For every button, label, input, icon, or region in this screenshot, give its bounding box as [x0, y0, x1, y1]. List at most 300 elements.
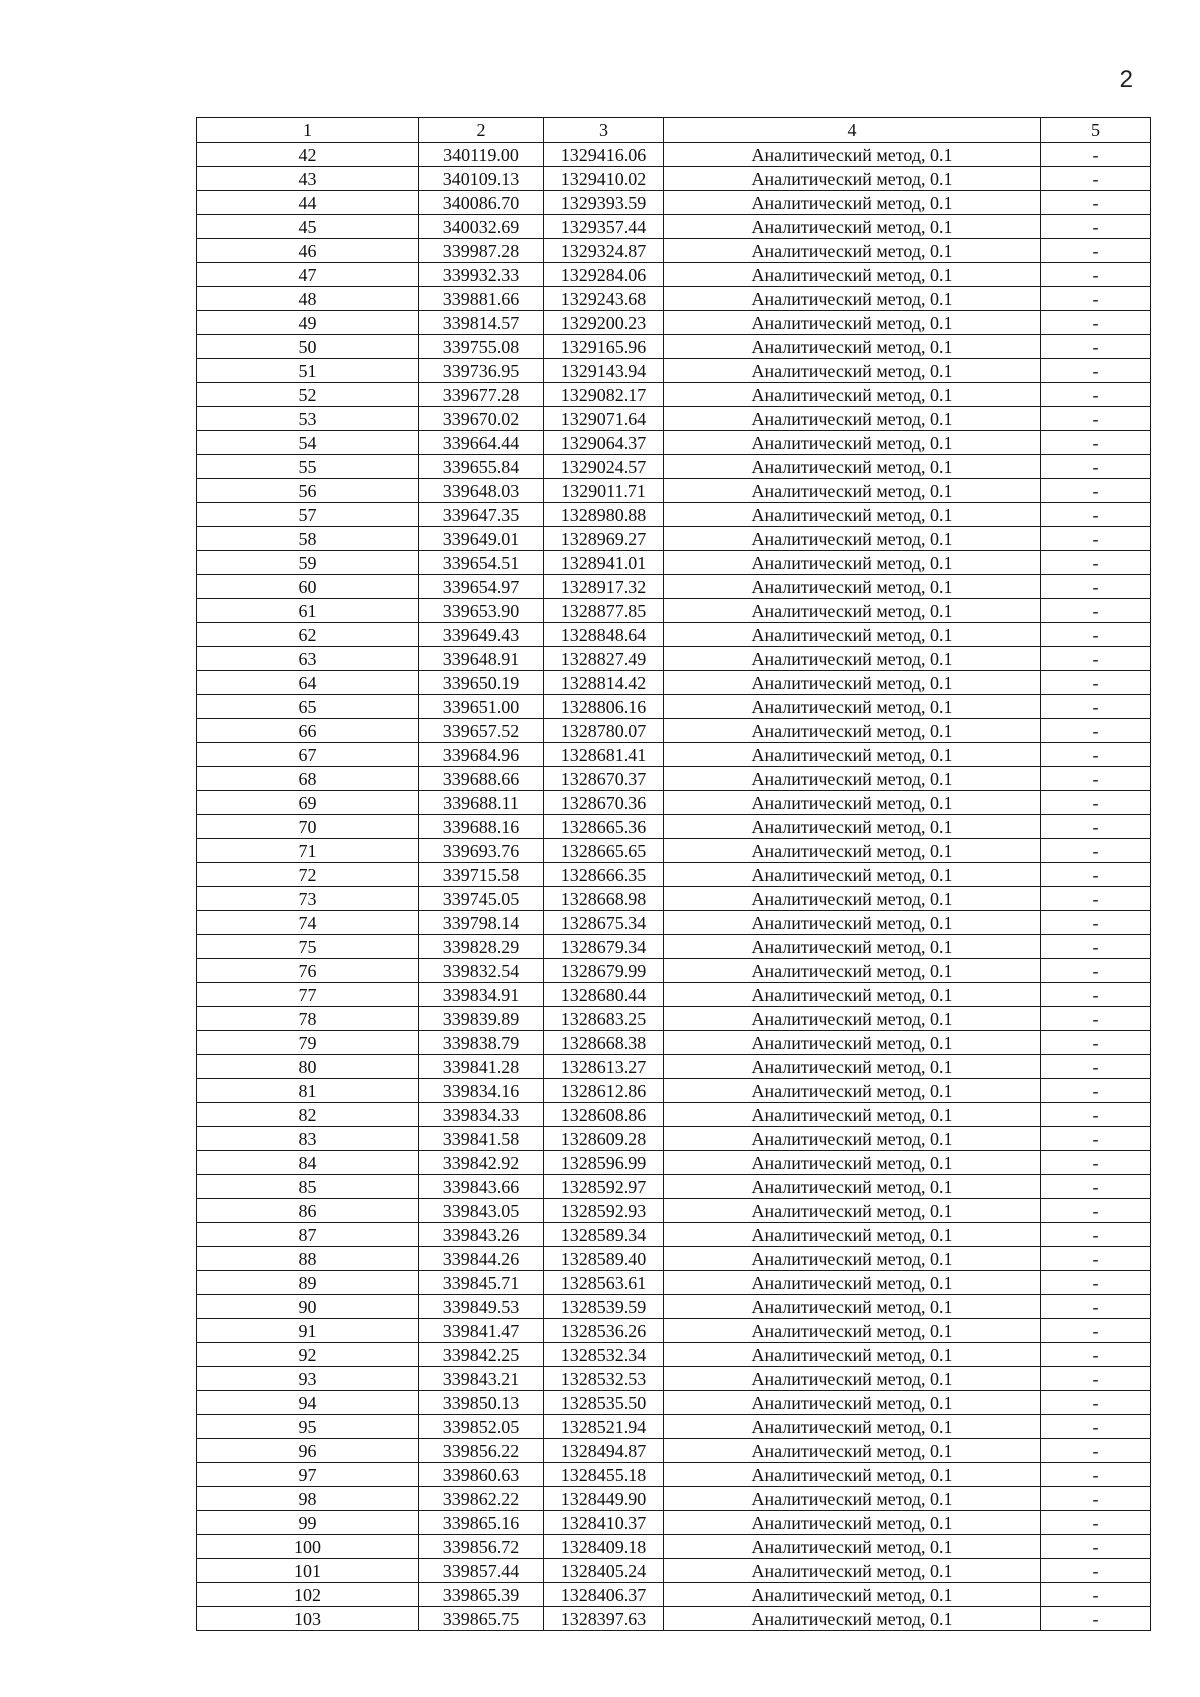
- method-cell: Аналитический метод, 0.1: [664, 1007, 1041, 1031]
- y-coordinate-cell: 1328670.37: [544, 767, 664, 791]
- table-row: [197, 911, 1151, 935]
- x-coordinate-cell: 339844.26: [419, 1247, 544, 1271]
- y-coordinate-cell: 1328877.85: [544, 599, 664, 623]
- note-cell: -: [1041, 815, 1151, 839]
- x-coordinate-cell: 340032.69: [419, 215, 544, 239]
- x-coordinate-cell: 339932.33: [419, 263, 544, 287]
- table-row: [197, 1247, 1151, 1271]
- x-coordinate-cell: 339834.91: [419, 983, 544, 1007]
- note-cell: -: [1041, 1103, 1151, 1127]
- note-cell: -: [1041, 551, 1151, 575]
- point-number-cell: 103: [197, 1607, 419, 1631]
- table-row: [197, 191, 1151, 215]
- point-number-cell: 70: [197, 815, 419, 839]
- x-coordinate-cell: 339664.44: [419, 431, 544, 455]
- point-number-cell: 89: [197, 1271, 419, 1295]
- y-coordinate-cell: 1329011.71: [544, 479, 664, 503]
- point-number-cell: 54: [197, 431, 419, 455]
- point-number-cell: 92: [197, 1343, 419, 1367]
- method-cell: Аналитический метод, 0.1: [664, 815, 1041, 839]
- table-row: [197, 1031, 1151, 1055]
- x-coordinate-cell: 339843.66: [419, 1175, 544, 1199]
- note-cell: -: [1041, 671, 1151, 695]
- x-coordinate-cell: 339843.05: [419, 1199, 544, 1223]
- point-number-cell: 79: [197, 1031, 419, 1055]
- x-coordinate-cell: 339650.19: [419, 671, 544, 695]
- point-number-cell: 75: [197, 935, 419, 959]
- method-cell: Аналитический метод, 0.1: [664, 455, 1041, 479]
- table-row: [197, 599, 1151, 623]
- note-cell: -: [1041, 935, 1151, 959]
- y-coordinate-cell: 1328665.36: [544, 815, 664, 839]
- point-number-cell: 66: [197, 719, 419, 743]
- table-row: [197, 1055, 1151, 1079]
- note-cell: -: [1041, 1415, 1151, 1439]
- x-coordinate-cell: 339843.26: [419, 1223, 544, 1247]
- x-coordinate-cell: 339865.75: [419, 1607, 544, 1631]
- y-coordinate-cell: 1328532.34: [544, 1343, 664, 1367]
- point-number-cell: 78: [197, 1007, 419, 1031]
- point-number-cell: 86: [197, 1199, 419, 1223]
- method-cell: Аналитический метод, 0.1: [664, 1559, 1041, 1583]
- y-coordinate-cell: 1328410.37: [544, 1511, 664, 1535]
- y-coordinate-cell: 1328665.65: [544, 839, 664, 863]
- table-row: [197, 863, 1151, 887]
- table-row: [197, 455, 1151, 479]
- point-number-cell: 77: [197, 983, 419, 1007]
- point-number-cell: 85: [197, 1175, 419, 1199]
- method-cell: Аналитический метод, 0.1: [664, 983, 1041, 1007]
- method-cell: Аналитический метод, 0.1: [664, 1175, 1041, 1199]
- method-cell: Аналитический метод, 0.1: [664, 239, 1041, 263]
- header-row: [197, 118, 1151, 143]
- method-cell: Аналитический метод, 0.1: [664, 1127, 1041, 1151]
- table-row: [197, 263, 1151, 287]
- method-cell: Аналитический метод, 0.1: [664, 935, 1041, 959]
- table-row: [197, 815, 1151, 839]
- note-cell: -: [1041, 239, 1151, 263]
- x-coordinate-cell: 339834.33: [419, 1103, 544, 1127]
- column-header-5: 5: [1041, 118, 1151, 143]
- note-cell: -: [1041, 1391, 1151, 1415]
- note-cell: -: [1041, 1055, 1151, 1079]
- point-number-cell: 80: [197, 1055, 419, 1079]
- point-number-cell: 51: [197, 359, 419, 383]
- note-cell: -: [1041, 1463, 1151, 1487]
- y-coordinate-cell: 1328683.25: [544, 1007, 664, 1031]
- x-coordinate-cell: 339862.22: [419, 1487, 544, 1511]
- method-cell: Аналитический метод, 0.1: [664, 335, 1041, 359]
- x-coordinate-cell: 339648.03: [419, 479, 544, 503]
- point-number-cell: 76: [197, 959, 419, 983]
- note-cell: -: [1041, 863, 1151, 887]
- x-coordinate-cell: 339693.76: [419, 839, 544, 863]
- method-cell: Аналитический метод, 0.1: [664, 263, 1041, 287]
- table-row: [197, 1487, 1151, 1511]
- y-coordinate-cell: 1328917.32: [544, 575, 664, 599]
- table-row: [197, 1535, 1151, 1559]
- x-coordinate-cell: 340109.13: [419, 167, 544, 191]
- note-cell: -: [1041, 143, 1151, 167]
- method-cell: Аналитический метод, 0.1: [664, 767, 1041, 791]
- table-row: [197, 1175, 1151, 1199]
- method-cell: Аналитический метод, 0.1: [664, 311, 1041, 335]
- table-row: [197, 671, 1151, 695]
- point-number-cell: 47: [197, 263, 419, 287]
- y-coordinate-cell: 1328780.07: [544, 719, 664, 743]
- table-row: [197, 1199, 1151, 1223]
- x-coordinate-cell: 339860.63: [419, 1463, 544, 1487]
- note-cell: -: [1041, 647, 1151, 671]
- point-number-cell: 72: [197, 863, 419, 887]
- note-cell: -: [1041, 1535, 1151, 1559]
- x-coordinate-cell: 339841.47: [419, 1319, 544, 1343]
- column-header-3: 3: [544, 118, 664, 143]
- method-cell: Аналитический метод, 0.1: [664, 1223, 1041, 1247]
- point-number-cell: 97: [197, 1463, 419, 1487]
- method-cell: Аналитический метод, 0.1: [664, 719, 1041, 743]
- table-row: [197, 1391, 1151, 1415]
- x-coordinate-cell: 339647.35: [419, 503, 544, 527]
- table-row: [197, 479, 1151, 503]
- x-coordinate-cell: 339649.01: [419, 527, 544, 551]
- x-coordinate-cell: 339688.16: [419, 815, 544, 839]
- method-cell: Аналитический метод, 0.1: [664, 527, 1041, 551]
- method-cell: Аналитический метод, 0.1: [664, 1271, 1041, 1295]
- note-cell: -: [1041, 1271, 1151, 1295]
- y-coordinate-cell: 1328536.26: [544, 1319, 664, 1343]
- point-number-cell: 50: [197, 335, 419, 359]
- method-cell: Аналитический метод, 0.1: [664, 1031, 1041, 1055]
- method-cell: Аналитический метод, 0.1: [664, 143, 1041, 167]
- y-coordinate-cell: 1328563.61: [544, 1271, 664, 1295]
- y-coordinate-cell: 1328670.36: [544, 791, 664, 815]
- y-coordinate-cell: 1328681.41: [544, 743, 664, 767]
- note-cell: -: [1041, 311, 1151, 335]
- y-coordinate-cell: 1329200.23: [544, 311, 664, 335]
- note-cell: -: [1041, 263, 1151, 287]
- point-number-cell: 53: [197, 407, 419, 431]
- method-cell: Аналитический метод, 0.1: [664, 959, 1041, 983]
- note-cell: -: [1041, 1295, 1151, 1319]
- x-coordinate-cell: 340086.70: [419, 191, 544, 215]
- y-coordinate-cell: 1328608.86: [544, 1103, 664, 1127]
- table-row: [197, 431, 1151, 455]
- table-row: [197, 359, 1151, 383]
- method-cell: Аналитический метод, 0.1: [664, 407, 1041, 431]
- x-coordinate-cell: 339857.44: [419, 1559, 544, 1583]
- x-coordinate-cell: 339841.58: [419, 1127, 544, 1151]
- method-cell: Аналитический метод, 0.1: [664, 1151, 1041, 1175]
- coordinates-table: [196, 117, 1151, 1631]
- note-cell: -: [1041, 479, 1151, 503]
- point-number-cell: 49: [197, 311, 419, 335]
- x-coordinate-cell: 339649.43: [419, 623, 544, 647]
- method-cell: Аналитический метод, 0.1: [664, 1511, 1041, 1535]
- y-coordinate-cell: 1328535.50: [544, 1391, 664, 1415]
- method-cell: Аналитический метод, 0.1: [664, 167, 1041, 191]
- table-row: [197, 791, 1151, 815]
- note-cell: -: [1041, 959, 1151, 983]
- point-number-cell: 56: [197, 479, 419, 503]
- note-cell: -: [1041, 1439, 1151, 1463]
- x-coordinate-cell: 339814.57: [419, 311, 544, 335]
- table-row: [197, 143, 1151, 167]
- x-coordinate-cell: 339655.84: [419, 455, 544, 479]
- y-coordinate-cell: 1328680.44: [544, 983, 664, 1007]
- note-cell: -: [1041, 167, 1151, 191]
- note-cell: -: [1041, 1175, 1151, 1199]
- point-number-cell: 59: [197, 551, 419, 575]
- point-number-cell: 61: [197, 599, 419, 623]
- x-coordinate-cell: 339856.72: [419, 1535, 544, 1559]
- point-number-cell: 94: [197, 1391, 419, 1415]
- table-row: [197, 407, 1151, 431]
- note-cell: -: [1041, 1607, 1151, 1631]
- point-number-cell: 96: [197, 1439, 419, 1463]
- method-cell: Аналитический метод, 0.1: [664, 575, 1041, 599]
- y-coordinate-cell: 1328592.97: [544, 1175, 664, 1199]
- y-coordinate-cell: 1328668.98: [544, 887, 664, 911]
- method-cell: Аналитический метод, 0.1: [664, 743, 1041, 767]
- note-cell: -: [1041, 695, 1151, 719]
- note-cell: -: [1041, 743, 1151, 767]
- y-coordinate-cell: 1328827.49: [544, 647, 664, 671]
- point-number-cell: 69: [197, 791, 419, 815]
- x-coordinate-cell: 339834.16: [419, 1079, 544, 1103]
- method-cell: Аналитический метод, 0.1: [664, 1199, 1041, 1223]
- note-cell: -: [1041, 575, 1151, 599]
- point-number-cell: 81: [197, 1079, 419, 1103]
- x-coordinate-cell: 339670.02: [419, 407, 544, 431]
- y-coordinate-cell: 1329357.44: [544, 215, 664, 239]
- y-coordinate-cell: 1328449.90: [544, 1487, 664, 1511]
- x-coordinate-cell: 339654.97: [419, 575, 544, 599]
- note-cell: -: [1041, 359, 1151, 383]
- method-cell: Аналитический метод, 0.1: [664, 1295, 1041, 1319]
- note-cell: -: [1041, 1583, 1151, 1607]
- note-cell: -: [1041, 1343, 1151, 1367]
- method-cell: Аналитический метод, 0.1: [664, 791, 1041, 815]
- point-number-cell: 91: [197, 1319, 419, 1343]
- method-cell: Аналитический метод, 0.1: [664, 1079, 1041, 1103]
- method-cell: Аналитический метод, 0.1: [664, 431, 1041, 455]
- y-coordinate-cell: 1329393.59: [544, 191, 664, 215]
- table-row: [197, 1583, 1151, 1607]
- method-cell: Аналитический метод, 0.1: [664, 599, 1041, 623]
- point-number-cell: 99: [197, 1511, 419, 1535]
- table-row: [197, 839, 1151, 863]
- method-cell: Аналитический метод, 0.1: [664, 287, 1041, 311]
- y-coordinate-cell: 1328494.87: [544, 1439, 664, 1463]
- y-coordinate-cell: 1328668.38: [544, 1031, 664, 1055]
- point-number-cell: 62: [197, 623, 419, 647]
- table-row: [197, 383, 1151, 407]
- point-number-cell: 63: [197, 647, 419, 671]
- x-coordinate-cell: 339653.90: [419, 599, 544, 623]
- table-row: [197, 215, 1151, 239]
- y-coordinate-cell: 1328666.35: [544, 863, 664, 887]
- table-row: [197, 743, 1151, 767]
- note-cell: -: [1041, 599, 1151, 623]
- y-coordinate-cell: 1328455.18: [544, 1463, 664, 1487]
- point-number-cell: 82: [197, 1103, 419, 1127]
- point-number-cell: 102: [197, 1583, 419, 1607]
- y-coordinate-cell: 1328406.37: [544, 1583, 664, 1607]
- note-cell: -: [1041, 1079, 1151, 1103]
- note-cell: -: [1041, 455, 1151, 479]
- x-coordinate-cell: 339845.71: [419, 1271, 544, 1295]
- table-row: [197, 1559, 1151, 1583]
- table-row: [197, 287, 1151, 311]
- method-cell: Аналитический метод, 0.1: [664, 647, 1041, 671]
- table-row: [197, 1607, 1151, 1631]
- method-cell: Аналитический метод, 0.1: [664, 1535, 1041, 1559]
- x-coordinate-cell: 340119.00: [419, 143, 544, 167]
- note-cell: -: [1041, 1487, 1151, 1511]
- x-coordinate-cell: 339856.22: [419, 1439, 544, 1463]
- note-cell: -: [1041, 287, 1151, 311]
- x-coordinate-cell: 339849.53: [419, 1295, 544, 1319]
- point-number-cell: 74: [197, 911, 419, 935]
- point-number-cell: 100: [197, 1535, 419, 1559]
- note-cell: -: [1041, 1007, 1151, 1031]
- y-coordinate-cell: 1328532.53: [544, 1367, 664, 1391]
- x-coordinate-cell: 339832.54: [419, 959, 544, 983]
- note-cell: -: [1041, 1151, 1151, 1175]
- y-coordinate-cell: 1328521.94: [544, 1415, 664, 1439]
- point-number-cell: 44: [197, 191, 419, 215]
- x-coordinate-cell: 339865.16: [419, 1511, 544, 1535]
- method-cell: Аналитический метод, 0.1: [664, 551, 1041, 575]
- x-coordinate-cell: 339865.39: [419, 1583, 544, 1607]
- note-cell: -: [1041, 527, 1151, 551]
- point-number-cell: 98: [197, 1487, 419, 1511]
- note-cell: -: [1041, 1223, 1151, 1247]
- y-coordinate-cell: 1329143.94: [544, 359, 664, 383]
- note-cell: -: [1041, 1367, 1151, 1391]
- table-row: [197, 623, 1151, 647]
- point-number-cell: 95: [197, 1415, 419, 1439]
- x-coordinate-cell: 339850.13: [419, 1391, 544, 1415]
- y-coordinate-cell: 1328589.40: [544, 1247, 664, 1271]
- note-cell: -: [1041, 1247, 1151, 1271]
- point-number-cell: 73: [197, 887, 419, 911]
- y-coordinate-cell: 1328405.24: [544, 1559, 664, 1583]
- x-coordinate-cell: 339745.05: [419, 887, 544, 911]
- y-coordinate-cell: 1329024.57: [544, 455, 664, 479]
- y-coordinate-cell: 1328613.27: [544, 1055, 664, 1079]
- table-row: [197, 551, 1151, 575]
- method-cell: Аналитический метод, 0.1: [664, 1247, 1041, 1271]
- y-coordinate-cell: 1328609.28: [544, 1127, 664, 1151]
- note-cell: -: [1041, 983, 1151, 1007]
- table-row: [197, 1367, 1151, 1391]
- table-row: [197, 1343, 1151, 1367]
- y-coordinate-cell: 1328679.34: [544, 935, 664, 959]
- method-cell: Аналитический метод, 0.1: [664, 1367, 1041, 1391]
- page-number: 2: [1119, 66, 1133, 93]
- table-row: [197, 935, 1151, 959]
- x-coordinate-cell: 339838.79: [419, 1031, 544, 1055]
- x-coordinate-cell: 339736.95: [419, 359, 544, 383]
- note-cell: -: [1041, 431, 1151, 455]
- y-coordinate-cell: 1329410.02: [544, 167, 664, 191]
- y-coordinate-cell: 1328941.01: [544, 551, 664, 575]
- point-number-cell: 90: [197, 1295, 419, 1319]
- y-coordinate-cell: 1328806.16: [544, 695, 664, 719]
- column-header-4: 4: [664, 118, 1041, 143]
- y-coordinate-cell: 1329064.37: [544, 431, 664, 455]
- table-row: [197, 1223, 1151, 1247]
- table-row: [197, 767, 1151, 791]
- x-coordinate-cell: 339688.11: [419, 791, 544, 815]
- note-cell: -: [1041, 503, 1151, 527]
- table-row: [197, 1007, 1151, 1031]
- table-row: [197, 1415, 1151, 1439]
- method-cell: Аналитический метод, 0.1: [664, 863, 1041, 887]
- table-row: [197, 503, 1151, 527]
- method-cell: Аналитический метод, 0.1: [664, 1583, 1041, 1607]
- point-number-cell: 45: [197, 215, 419, 239]
- point-number-cell: 93: [197, 1367, 419, 1391]
- x-coordinate-cell: 339839.89: [419, 1007, 544, 1031]
- method-cell: Аналитический метод, 0.1: [664, 911, 1041, 935]
- x-coordinate-cell: 339852.05: [419, 1415, 544, 1439]
- point-number-cell: 68: [197, 767, 419, 791]
- note-cell: -: [1041, 1127, 1151, 1151]
- note-cell: -: [1041, 1559, 1151, 1583]
- y-coordinate-cell: 1328848.64: [544, 623, 664, 647]
- table-row: [197, 311, 1151, 335]
- table-row: [197, 695, 1151, 719]
- y-coordinate-cell: 1328980.88: [544, 503, 664, 527]
- x-coordinate-cell: 339755.08: [419, 335, 544, 359]
- note-cell: -: [1041, 839, 1151, 863]
- method-cell: Аналитический метод, 0.1: [664, 1343, 1041, 1367]
- table-row: [197, 1295, 1151, 1319]
- y-coordinate-cell: 1328539.59: [544, 1295, 664, 1319]
- x-coordinate-cell: 339651.00: [419, 695, 544, 719]
- method-cell: Аналитический метод, 0.1: [664, 887, 1041, 911]
- method-cell: Аналитический метод, 0.1: [664, 1055, 1041, 1079]
- table-body: [197, 143, 1151, 1631]
- x-coordinate-cell: 339987.28: [419, 239, 544, 263]
- table-row: [197, 1319, 1151, 1343]
- y-coordinate-cell: 1328397.63: [544, 1607, 664, 1631]
- table-row: [197, 1079, 1151, 1103]
- table-row: [197, 647, 1151, 671]
- x-coordinate-cell: 339648.91: [419, 647, 544, 671]
- y-coordinate-cell: 1328596.99: [544, 1151, 664, 1175]
- x-coordinate-cell: 339842.92: [419, 1151, 544, 1175]
- note-cell: -: [1041, 383, 1151, 407]
- y-coordinate-cell: 1328409.18: [544, 1535, 664, 1559]
- y-coordinate-cell: 1328592.93: [544, 1199, 664, 1223]
- table-row: [197, 527, 1151, 551]
- y-coordinate-cell: 1328969.27: [544, 527, 664, 551]
- table-row: [197, 983, 1151, 1007]
- x-coordinate-cell: 339843.21: [419, 1367, 544, 1391]
- point-number-cell: 84: [197, 1151, 419, 1175]
- x-coordinate-cell: 339798.14: [419, 911, 544, 935]
- method-cell: Аналитический метод, 0.1: [664, 479, 1041, 503]
- y-coordinate-cell: 1329243.68: [544, 287, 664, 311]
- note-cell: -: [1041, 887, 1151, 911]
- note-cell: -: [1041, 911, 1151, 935]
- y-coordinate-cell: 1328679.99: [544, 959, 664, 983]
- note-cell: -: [1041, 215, 1151, 239]
